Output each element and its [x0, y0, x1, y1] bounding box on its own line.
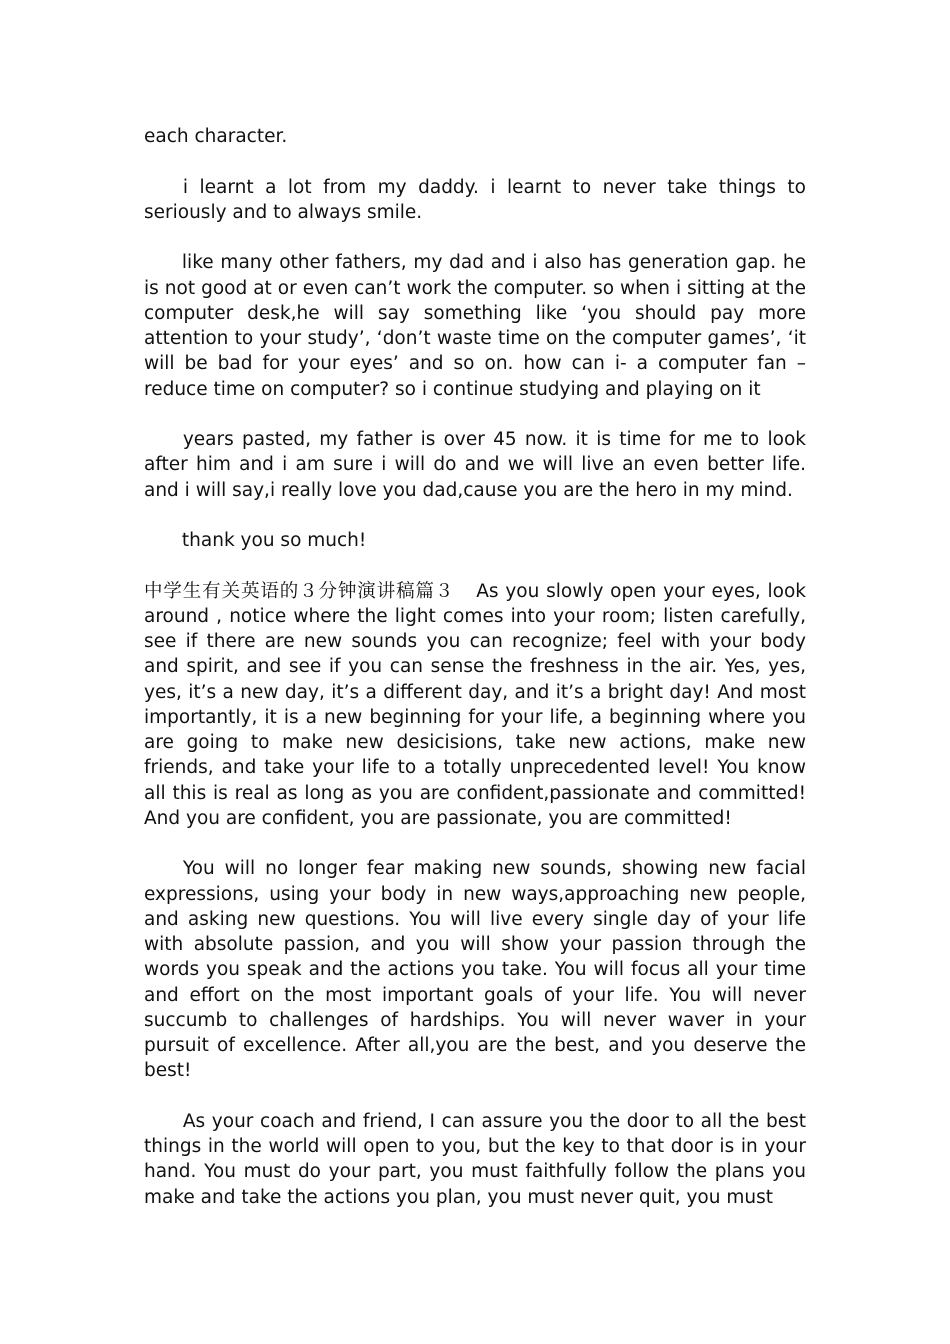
section-paragraph: [144, 579, 806, 832]
paragraph-1: each character.: [144, 126, 288, 147]
paragraph-8: As your coach and friend, I can assure you the door to all the best things in the world will open to you, but the key to that door is in your hand. You must do your part, you must faithfully follow the plans you make and take the actions you plan, you must never quit, you must: [144, 1110, 806, 1208]
document-body: [144, 124, 806, 1235]
paragraph-4: years pasted, my father is over 45 now. it is time for me to look after him and i am sure i will do and we will live an even better life. and i will say,i really love you dad,cause you are the hero in my mind.: [144, 429, 806, 501]
paragraph-5: thank you so much!: [181, 530, 367, 551]
section-heading: 中学生有关英语的３分钟演讲稿篇３: [144, 580, 455, 602]
section-first-paragraph: As you slowly open your eyes, look around , notice where the light comes into your room; listen carefully, see if there are new sounds you can recognize; feel with your body and spirit, and see if you can sense the freshness in the air. Yes, yes, yes, it’s a new day, it’s a different day, and it’s a bright day! And most importantly, it is a new beginning for your life, a beginning where you are going to make new desicisions, take new actions, make new friends, and take your life to a totally unprecedented level! You know all this is real as long as you are confident,passionate and committed! And you are confident, you are passionate, you are committed!: [144, 580, 806, 829]
paragraph-7: You will no longer fear making new sounds, showing new facial expressions, using your body in new ways,approaching new people, and asking new questions. You will live every single day of your life with absolute passion, and you will show your passion through the words you speak and the actions you take. You will focus all your time and effort on the most important goals of your life. You will never succumb to challenges of hardships. You will never waver in your pursuit of excellence. After all,you are the best, and you deserve the best!: [144, 858, 806, 1082]
paragraph-2: i learnt a lot from my daddy. i learnt to never take things to seriously and to always smile.: [144, 176, 806, 223]
paragraph-3: like many other fathers, my dad and i also has generation gap. he is not good at or even can’t work the computer. so when i sitting at the computer desk,he will say something like ‘you should pay more attention to your study’, ‘don’t waste time on the computer games’, ‘it will be bad for your eyes’ and so on. how can i- a computer fan – reduce time on computer? so i continue studying and playing on it: [144, 252, 806, 400]
